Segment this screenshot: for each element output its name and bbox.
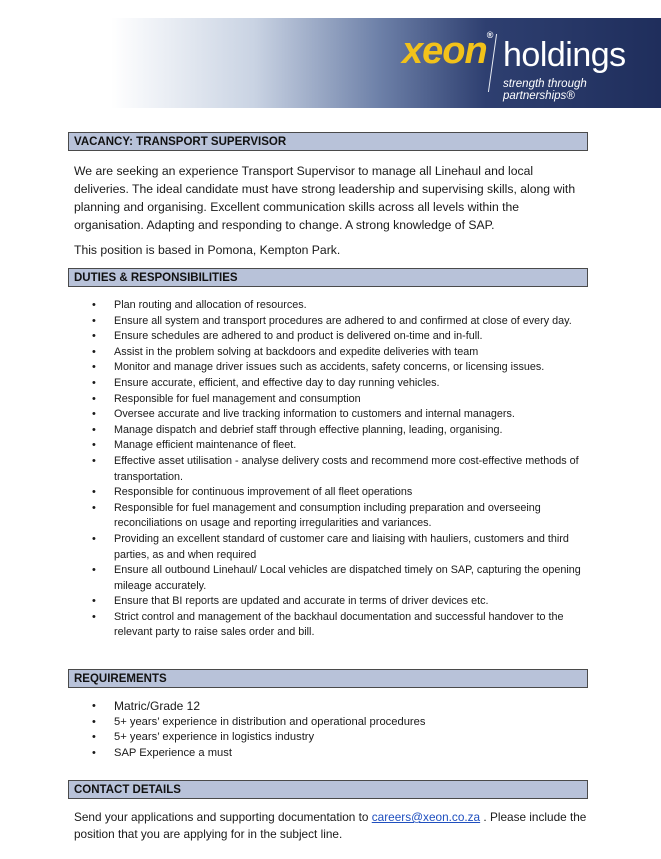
logo-holdings: holdings [503, 36, 626, 74]
duties-list [74, 298, 589, 641]
duty-item: • Assist in the problem solving at backdoors and expedite deliveries with team [74, 345, 589, 361]
duty-item: • Manage dispatch and debrief staff through effective planning, leading, organising. [74, 423, 589, 439]
duty-item: • Responsible for continuous improvement of all fleet operations [74, 485, 589, 501]
vacancy-description [74, 162, 589, 234]
description-line: planning and organising. Excellent communication skills across all levels within the [74, 200, 520, 214]
duty-item: • Ensure all outbound Linehaul/ Local vehicles are dispatched timely on SAP, capturing the opening mileage accurately. [74, 563, 589, 594]
logo-tagline: strength through partnerships® [503, 78, 587, 102]
duty-item: • Ensure all system and transport procedures are adhered to and confirmed at close of every day. [74, 314, 589, 330]
requirements-list [74, 699, 589, 761]
duty-item: • Effective asset utilisation - analyse delivery costs and recommend more cost-effective methods of transportation. [74, 454, 589, 485]
requirement-item: • SAP Experience a must [74, 746, 589, 762]
contact-text [74, 809, 594, 843]
contact-email-link[interactable]: careers@xeon.co.za [371, 810, 481, 824]
requirement-item: • 5+ years’ experience in distribution and operational procedures [74, 715, 589, 731]
requirement-item: • 5+ years’ experience in logistics industry [74, 730, 589, 746]
duty-item: • Oversee accurate and live tracking information to customers and internal managers. [74, 407, 589, 423]
logo-xeon: xeon® [402, 30, 493, 72]
duty-item: • Strict control and management of the backhaul documentation and successful handover to the relevant party to raise sales order and bill. [74, 610, 589, 641]
duty-item: • Ensure that BI reports are updated and accurate in terms of driver devices etc. [74, 594, 589, 610]
vacancy-heading: VACANCY: TRANSPORT SUPERVISOR [68, 132, 588, 151]
description-line: We are seeking an experience Transport Supervisor to manage all Linehaul and local [74, 164, 534, 178]
contact-heading: CONTACT DETAILS [68, 780, 588, 799]
duties-heading: DUTIES & RESPONSIBILITIES [68, 268, 588, 287]
duty-item: • Responsible for fuel management and consumption including preparation and overseeing reconciliations on usage and reporting irregularities and variances. [74, 501, 589, 532]
contact-text-after: . Please include the position that you are applying for in the subject line. [74, 810, 587, 841]
requirement-item: • Matric/Grade 12 [74, 699, 589, 715]
duty-item: • Ensure accurate, efficient, and effective day to day running vehicles. [74, 376, 589, 392]
duty-item: • Providing an excellent standard of customer care and liaising with hauliers, customers and third parties, as and when required [74, 532, 589, 563]
vacancy-location: This position is based in Pomona, Kempton Park. [74, 243, 341, 257]
description-line: deliveries. The ideal candidate must have strong leadership and supervising skills, along with [74, 182, 576, 196]
duty-item: • Plan routing and allocation of resources. [74, 298, 589, 314]
duty-item: • Responsible for fuel management and consumption [74, 392, 589, 408]
requirements-heading: REQUIREMENTS [68, 669, 588, 688]
duty-item: • Ensure schedules are adhered to and product is delivered on-time and in-full. [74, 329, 589, 345]
duty-item: • Monitor and manage driver issues such as accidents, safety concerns, or licensing issues. [74, 360, 589, 376]
description-line: organisation. Adapting and responding to change. A strong knowledge of SAP. [74, 218, 495, 232]
duty-item: • Manage efficient maintenance of fleet. [74, 438, 589, 454]
contact-text-before: Send your applications and supporting documentation to [74, 810, 372, 824]
logo-registered-mark: ® [486, 30, 493, 40]
